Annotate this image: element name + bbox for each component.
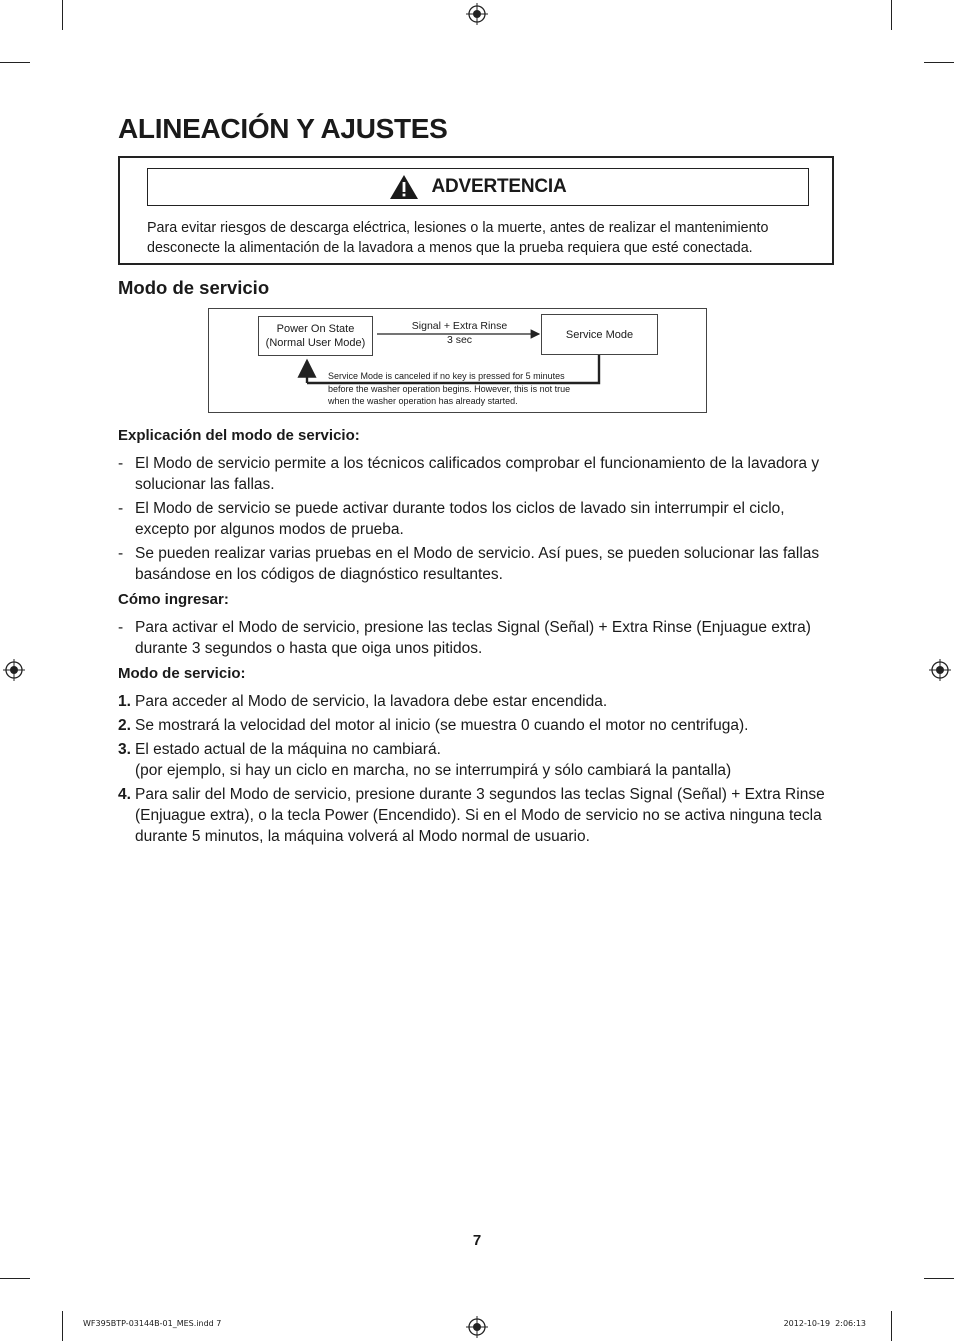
crop-mark xyxy=(891,0,892,30)
crop-mark xyxy=(0,1278,30,1279)
warning-text: Para evitar riesgos de descarga eléctrica, lesiones o la muerte, antes de realizar el mantenimiento desconecte la alimentación de la lavadora a menos que la prueba requiera que esté conectada. xyxy=(147,220,769,256)
page-title: ALINEACIÓN Y AJUSTES xyxy=(118,113,448,144)
list-item: 2. Se mostrará la velocidad del motor al inicio (se muestra 0 cuando el motor no centrifuga). xyxy=(118,717,749,734)
registration-mark-icon xyxy=(929,659,951,681)
list-item: 4. Para salir del Modo de servicio, presione durante 3 segundos las teclas Signal (Señal) + Extra Rinse (Enjuague extra), o la tecla Power (Encendido). Si en el Modo de servicio no se activa ninguna tecla durante 5 minutos, la máquina volverá al Modo normal de usuario. xyxy=(118,786,825,845)
crop-mark xyxy=(62,1311,63,1341)
explanation-list xyxy=(118,453,834,585)
registration-mark-icon xyxy=(466,1316,488,1338)
crop-mark xyxy=(62,0,63,30)
service-mode-diagram xyxy=(208,308,707,413)
enter-heading: Cómo ingresar: xyxy=(118,591,229,608)
arrow-label: Signal + Extra Rinse 3 sec xyxy=(411,320,508,346)
list-item: - Para activar el Modo de servicio, presione las teclas Signal (Señal) + Extra Rinse (Enjuague extra) durante 3 segundos o hasta que oiga unos pitidos. xyxy=(118,619,811,657)
page-number: 7 xyxy=(472,1232,482,1249)
warning-triangle-icon xyxy=(389,174,419,200)
warning-label: ADVERTENCIA xyxy=(431,176,567,197)
service-mode-heading: Modo de servicio: xyxy=(118,665,246,682)
list-item: 3. El estado actual de la máquina no cambiará. (por ejemplo, si hay un ciclo en marcha, no se interrumpirá y sólo cambiará la pantalla) xyxy=(118,741,732,779)
warning-header xyxy=(147,168,809,206)
crop-mark xyxy=(924,62,954,63)
enter-list xyxy=(118,617,834,659)
section-title: Modo de servicio xyxy=(118,277,270,298)
registration-mark-icon xyxy=(466,3,488,25)
warning-box xyxy=(118,156,834,265)
crop-mark xyxy=(0,62,30,63)
file-slug: WF395BTP-03144B-01_MES.indd 7 xyxy=(83,1319,222,1328)
power-on-state-box: Power On State (Normal User Mode) xyxy=(258,316,373,356)
explanation-heading: Explicación del modo de servicio: xyxy=(118,427,360,444)
list-item: 1. Para acceder al Modo de servicio, la lavadora debe estar encendida. xyxy=(118,693,608,710)
registration-mark-icon xyxy=(3,659,25,681)
crop-mark xyxy=(924,1278,954,1279)
crop-mark xyxy=(891,1311,892,1341)
service-mode-box: Service Mode xyxy=(541,314,658,355)
date-slug: 2012-10-19 ￼￼ 2:06:13 xyxy=(783,1319,866,1328)
service-mode-list xyxy=(118,691,834,847)
cancel-note: Service Mode is canceled if no key is pressed for 5 minutes before the washer operation begins. However, this is not true when the washer operation has already started. xyxy=(328,371,571,406)
list-item: - El Modo de servicio se puede activar durante todos los ciclos de lavado sin interrumpir el ciclo, excepto por algunos modos de prueba. xyxy=(118,500,785,538)
content xyxy=(118,425,834,851)
list-item: - El Modo de servicio permite a los técnicos calificados comprobar el funcionamiento de la lavadora y solucionar las fallas. xyxy=(118,455,820,493)
list-item: - Se pueden realizar varias pruebas en el Modo de servicio. Así pues, se pueden solucionar las fallas basándose en los códigos de diagnóstico resultantes. xyxy=(118,545,820,583)
